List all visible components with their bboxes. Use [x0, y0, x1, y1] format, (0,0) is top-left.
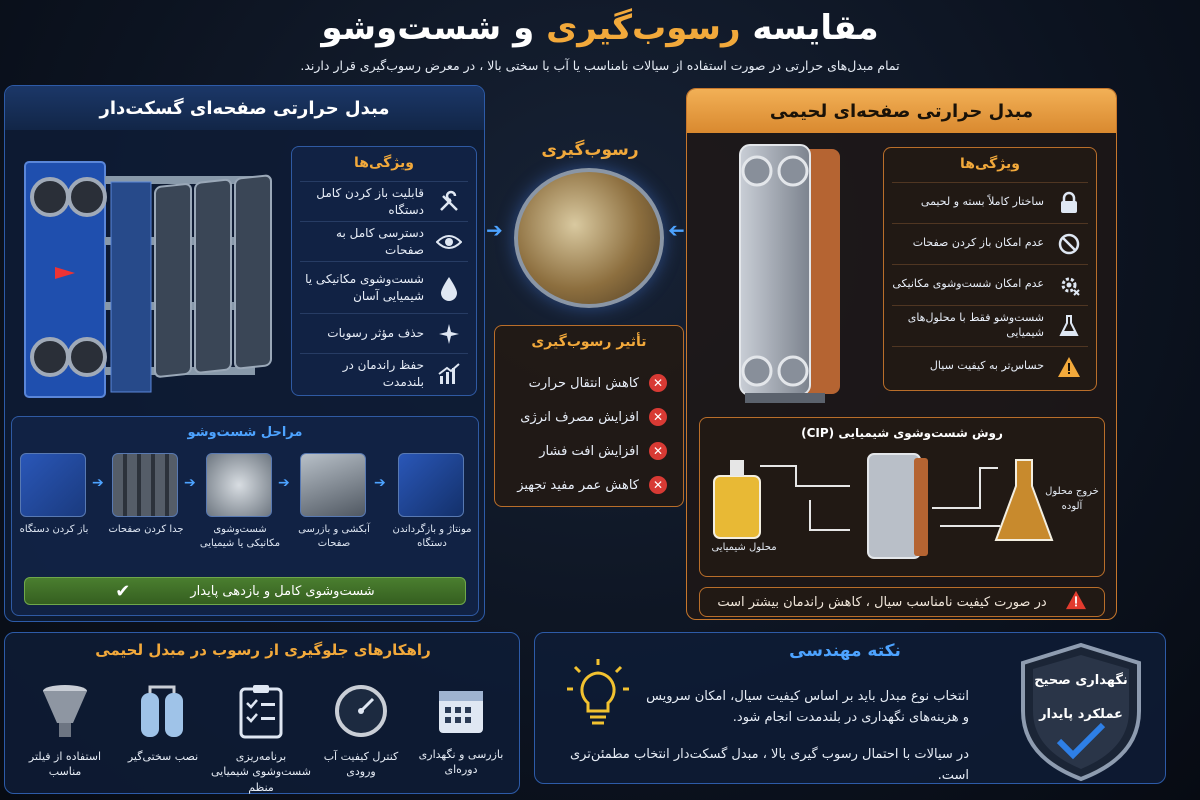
prevention-item-filter: استفاده از فیلتر مناسب [15, 683, 115, 780]
gasketed-feature-1: قابلیت باز کردن کامل دستگاه [300, 181, 468, 221]
softener-icon [135, 683, 191, 739]
gasketed-panel [4, 85, 485, 622]
fouling-sample-image [514, 168, 664, 308]
cip-box [699, 417, 1105, 577]
sparkle-icon [430, 322, 468, 346]
arrow-right-icon: ➔ [184, 475, 196, 491]
brazed-feature-3: عدم امکان شست‌وشوی مکانیکی [892, 264, 1088, 304]
cip-in-label: محلول شیمیایی [711, 542, 777, 553]
title-part1: مقایسه [752, 8, 879, 48]
cleaning-result-bar [24, 577, 466, 605]
checkmark-icon: ✔ [115, 580, 131, 602]
filter-icon [39, 683, 91, 739]
warning-icon [1050, 356, 1088, 378]
effect-item-3: ✕ افزایش افت فشار [507, 436, 667, 466]
lock-icon [1050, 191, 1088, 215]
gasketed-features-box [291, 146, 477, 396]
step-3-image [206, 453, 272, 517]
effect-item-2: ✕ افزایش مصرف انرژی [507, 402, 667, 432]
effect-item-1: ✕ کاهش انتقال حرارت [507, 368, 667, 398]
note-title: نکته مهندسی [789, 641, 901, 661]
gasketed-feature-4: حذف مؤثر رسوبات [300, 313, 468, 353]
gasketed-feature-2: دسترسی کامل به صفحات [300, 221, 468, 261]
title-part2: و شست‌وشو [321, 8, 535, 48]
fouling-title: رسوب‌گیری [541, 140, 639, 160]
wrench-screwdriver-icon [430, 190, 468, 214]
shield-line-2: عملکرد پایدار [1039, 707, 1123, 722]
fouling-effects-title: تأثیر رسوب‌گیری [531, 334, 647, 350]
step-2-image [112, 453, 178, 517]
gasketed-exchanger-illustration [15, 142, 285, 402]
step-5-image [398, 453, 464, 517]
page-subtitle: تمام مبدل‌های حرارتی در صورت استفاده از سیالات نامناسب یا آب با سختی بالا ، در معرض رسوب‌گیری قرار دارند. [300, 58, 900, 73]
cleaning-result-text: شست‌وشوی کامل و بازدهی پایدار [190, 583, 375, 599]
gasketed-feature-3: شست‌وشوی مکانیکی یا شیمیایی آسان [300, 261, 468, 313]
brazed-feature-4: شست‌وشو فقط با محلول‌های شیمیایی [892, 305, 1088, 345]
step-1-caption: باز کردن دستگاه [19, 524, 89, 535]
flask-icon [1050, 314, 1088, 338]
effect-item-4: ✕ کاهش عمر مفید تجهیز [507, 470, 667, 500]
page-title [0, 8, 1200, 48]
fouling-effects-box [494, 325, 684, 507]
prevention-panel [4, 632, 520, 794]
arrow-right-icon: ➔ [278, 475, 290, 491]
gauge-icon [333, 683, 389, 739]
brazed-features-box [883, 147, 1097, 391]
note-text-1: انتخاب نوع مبدل باید بر اساس کیفیت سیال، امکان سرویس و هزینه‌های نگهداری در بلندمدت انجام شود. [646, 689, 969, 725]
cip-title: روش شست‌وشوی شیمیایی (CIP) [801, 426, 1003, 440]
calendar-icon [435, 683, 487, 737]
brazed-features-title: ویژگی‌ها [960, 156, 1020, 172]
prevention-item-softener: نصب سختی‌گیر [113, 683, 213, 764]
gasketed-feature-5: حفظ راندمان در بلندمدت [300, 353, 468, 393]
prevention-item-inspection: بازرسی و نگهداری دوره‌ای [411, 683, 511, 778]
warning-icon [1065, 590, 1087, 614]
prevention-item-quality: کنترل کیفیت آب ورودی [311, 683, 411, 780]
step-5-caption: مونتاژ و بازگرداندن دستگاه [392, 524, 472, 549]
growth-chart-icon [430, 362, 468, 386]
brazed-title: مبدل حرارتی صفحه‌ای لحیمی [687, 89, 1116, 133]
prevention-item-schedule: برنامه‌ریزی شست‌وشوی شیمیایی منظم [211, 683, 311, 795]
step-4-caption: آبکشی و بازرسی صفحات [298, 524, 370, 549]
x-icon: ✕ [649, 374, 667, 392]
cleaning-steps-box [11, 416, 479, 616]
shield-line-1: نگهداری صحیح [1034, 673, 1128, 688]
cleaning-steps-title: مراحل شست‌وشو [187, 425, 303, 440]
step-2-caption: جدا کردن صفحات [108, 524, 184, 535]
gasketed-title: مبدل حرارتی صفحه‌ای گسکت‌دار [5, 86, 484, 130]
brazed-feature-5: حساس‌تر به کیفیت سیال [892, 346, 1088, 386]
note-panel [534, 632, 1166, 784]
droplet-icon [430, 275, 468, 301]
prevention-title: راهکارهای جلوگیری از رسوب در مبدل لحیمی [95, 641, 431, 659]
arrow-left-icon: ➔ [486, 218, 503, 242]
brazed-warning-bar: در صورت کیفیت نامناسب سیال ، کاهش راندمان بیشتر است [699, 587, 1105, 617]
arrow-right-icon: ➔ [668, 218, 685, 242]
arrow-right-icon: ➔ [374, 475, 386, 491]
note-text-2: در سیالات با احتمال رسوب گیری بالا ، مبدل گسکت‌دار انتخاب مطمئن‌تری است. [569, 747, 969, 783]
cip-out-label: خروج محلول آلوده [1045, 486, 1099, 512]
step-4-image [300, 453, 366, 517]
title-highlight: رسوب‌گیری [546, 8, 741, 48]
eye-icon [430, 232, 468, 252]
gasketed-features-title: ویژگی‌ها [354, 155, 414, 171]
step-1-image [20, 453, 86, 517]
brazed-panel [686, 88, 1117, 620]
x-icon: ✕ [649, 476, 667, 494]
x-icon: ✕ [649, 442, 667, 460]
brazed-feature-2: عدم امکان باز کردن صفحات [892, 223, 1088, 263]
arrow-right-icon: ➔ [92, 475, 104, 491]
x-icon: ✕ [649, 408, 667, 426]
step-3-caption: شست‌وشوی مکانیکی یا شیمیایی [199, 524, 281, 549]
gear-cross-icon [1050, 273, 1088, 297]
lightbulb-icon [563, 657, 633, 733]
checklist-icon [237, 683, 285, 739]
brazed-exchanger-illustration [715, 141, 885, 411]
no-entry-icon [1050, 232, 1088, 256]
brazed-feature-1: ساختار کاملاً بسته و لحیمی [892, 182, 1088, 222]
